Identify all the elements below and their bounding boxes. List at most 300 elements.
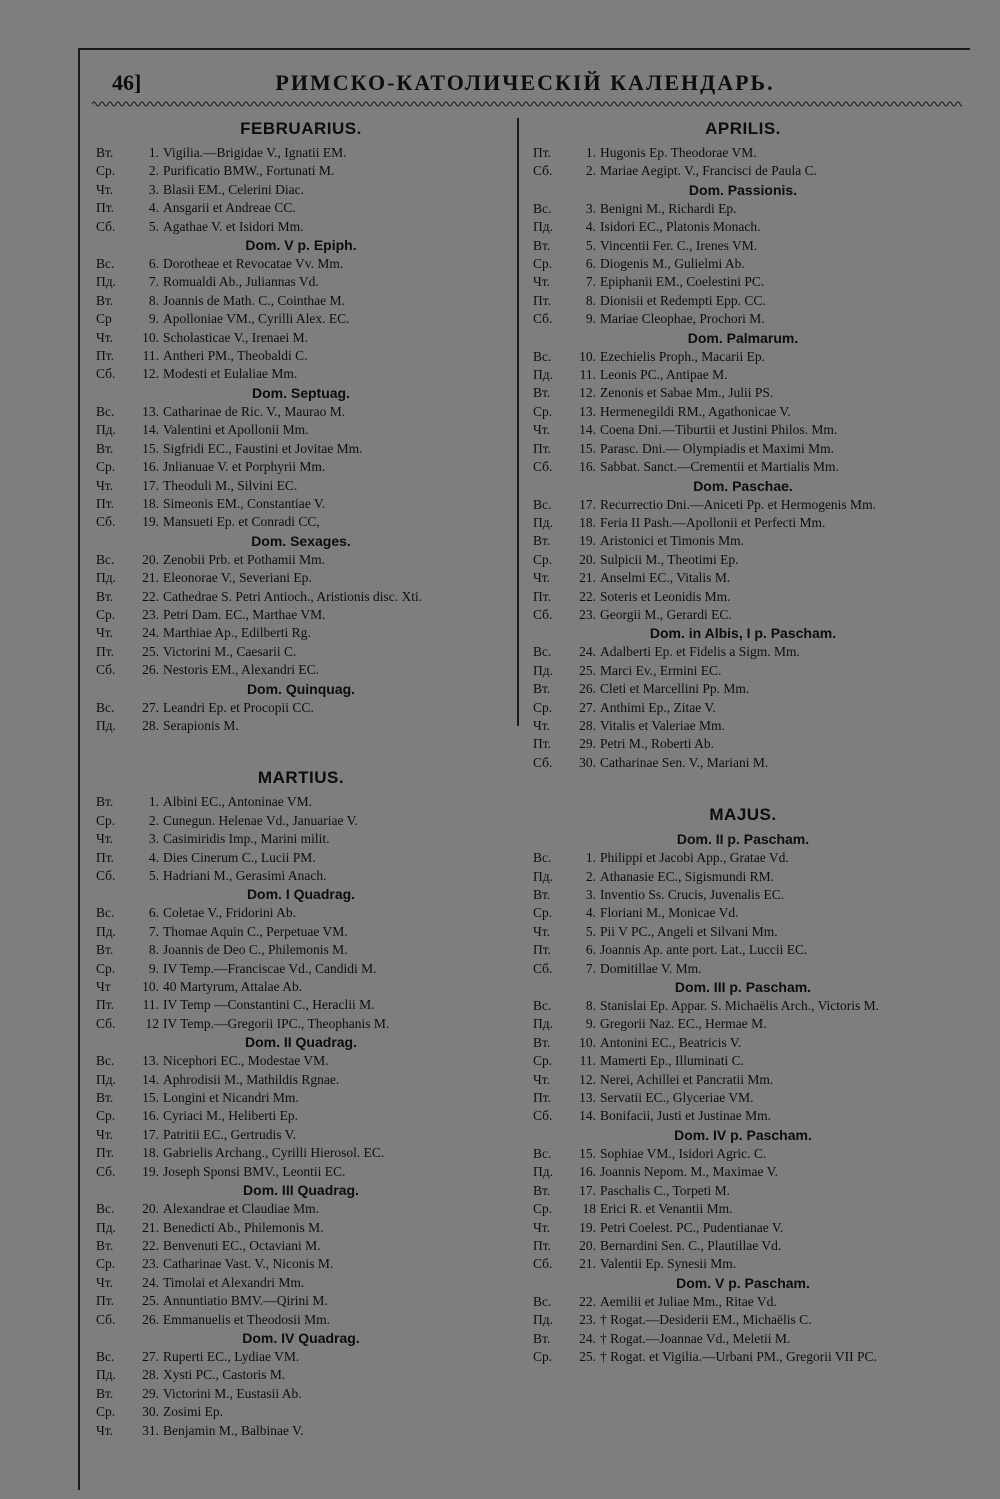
calendar-row [533,1034,953,1052]
day-number: 27. [142,1348,159,1364]
day-number: 7. [148,274,159,290]
day-number: 18. [142,1145,159,1161]
day-number: 26. [142,1311,159,1327]
calendar-row [96,273,506,291]
day-number: 22. [579,1293,596,1309]
section-heading: Dom. III p. Pascham. [674,979,812,996]
weekday-label: Чт. [96,1422,114,1438]
weekday-label: Ср. [96,960,116,976]
calendar-row [96,1052,506,1070]
calendar-row [533,941,953,959]
day-number: 12. [579,385,596,401]
day-number: 8. [585,292,596,308]
feast-text: Erici R. et Venantii Mm. [600,1201,733,1217]
day-number: 9. [585,1016,596,1032]
weekday-label: Пд. [533,514,553,530]
calendar-row [96,1348,506,1366]
weekday-label: Сб. [533,1108,553,1124]
calendar-row [96,458,506,476]
calendar-row [533,200,953,218]
feast-text: Recurrectio Dni.—Aniceti Pp. et Hermogenis Mm. [600,496,876,512]
feast-text: Joannis Nepom. M., Maximae V. [600,1164,778,1180]
weekday-label: Пт. [96,643,115,659]
page-header [90,66,960,96]
calendar-row [533,868,953,886]
calendar-row [533,1107,953,1125]
weekday-label: Пт. [533,588,552,604]
page-title: РИМСКО-КАТОЛИЧЕСКІЙ КАЛЕНДАРЬ. [275,70,775,95]
weekday-label: Сб. [96,366,116,382]
day-number: 10. [142,329,159,345]
calendar-row [533,144,953,162]
feast-text: Nicephori EC., Modestae VM. [163,1053,329,1069]
section-heading: Dom. II p. Pascham. [676,831,810,848]
weekday-label: Вт. [96,1237,114,1253]
weekday-label: Вс. [533,1145,552,1161]
calendar-row [96,699,506,717]
calendar-row [533,496,953,514]
feast-text: Joannis de Math. C., Cointhae M. [163,292,345,308]
weekday-label: Вс. [96,1348,115,1364]
calendar-row [96,403,506,421]
calendar-row [96,477,506,495]
section-heading: Dom. III Quadrag. [243,1182,359,1199]
day-number: 20. [579,1237,596,1253]
weekday-label: Пт. [533,942,552,958]
feast-text: Thomae Aquin C., Perpetuae VM. [163,923,348,939]
calendar-row [96,551,506,569]
feast-text: Vincentii Fer. C., Irenes VM. [600,237,758,253]
calendar-row [96,1237,506,1255]
calendar-row [533,514,953,532]
day-number: 20. [142,1201,159,1217]
calendar-row [96,513,506,531]
feast-text: Cyriaci M., Heliberti Ep. [163,1108,298,1124]
weekday-label: Вт. [533,681,551,697]
feast-text: Catharinae Sen. V., Mariani M. [600,754,769,770]
feast-text: Gregorii Naz. EC., Hermae M. [600,1016,767,1032]
day-number: 23. [579,606,596,622]
calendar-row [96,1071,506,1089]
calendar-row [533,754,953,772]
calendar-row [96,1126,506,1144]
weekday-label: Вт. [96,942,114,958]
day-number: 9. [148,311,159,327]
day-number: 25. [142,643,159,659]
feast-text: Antonini EC., Beatricis V. [600,1034,742,1050]
feast-text: Mansueti Ep. et Conradi CC, [163,514,320,530]
calendar-row [96,144,506,162]
weekday-label: Чт. [533,422,551,438]
calendar-row [96,1274,506,1292]
feast-text: Anselmi EC., Vitalis M. [600,570,731,586]
weekday-label: Ср. [533,551,553,567]
weekday-label: Вт. [96,1385,114,1401]
day-number: 19. [142,514,159,530]
feast-text: Coletae V., Fridorini Ab. [163,905,297,921]
day-number: 29. [142,1385,159,1401]
day-number: 15. [579,1145,596,1161]
weekday-label: Сб. [96,1163,116,1179]
day-number: 22. [142,1237,159,1253]
calendar-row [533,1015,953,1033]
feast-text: Ruperti EC., Lydiae VM. [163,1348,300,1364]
feast-text: Longini et Nicandri Mm. [163,1090,299,1106]
feast-text: Theoduli M., Silvini EC. [163,477,298,493]
feast-text: Serapionis M. [163,717,239,733]
section-heading: Dom. II Quadrag. [244,1034,357,1051]
weekday-label: Чт. [96,831,114,847]
spacer [96,735,506,763]
weekday-label: Чт [96,979,111,995]
day-number: 2. [585,868,596,884]
weekday-label: Вс. [96,551,115,567]
calendar-row [533,886,953,904]
day-number: 20. [142,551,159,567]
weekday-label: Чт. [533,1219,551,1235]
weekday-label: Ср. [96,812,116,828]
weekday-label: Чт. [96,181,114,197]
weekday-label: Пд. [533,367,553,383]
day-number: 5. [148,218,159,234]
feast-text: Petri Dam. EC., Marthae VM. [163,606,326,622]
day-number: 1. [148,794,159,810]
feast-text: Sulpicii M., Theotimi Ep. [600,551,739,567]
feast-text: Cleti et Marcellini Pp. Mm. [600,681,750,697]
calendar-row [533,662,953,680]
weekday-label: Сб. [533,163,553,179]
day-number: 10. [142,979,159,995]
day-number: 14. [579,422,596,438]
day-number: 6. [148,905,159,921]
day-number: 13. [579,403,596,419]
month-heading: MAJUS. [709,805,777,825]
day-number: 14. [142,1071,159,1087]
calendar-row [96,199,506,217]
day-number: 16. [142,459,159,475]
calendar-row [96,218,506,236]
day-number: 30. [579,754,596,770]
calendar-row [533,440,953,458]
day-number: 15. [142,1090,159,1106]
month-heading: MARTIUS. [257,768,345,788]
day-number: 23. [579,1312,596,1328]
feast-text: Isidori EC., Platonis Monach. [600,219,761,235]
weekday-label: Пт. [96,997,115,1013]
feast-text: Casimiridis Imp., Marini milit. [163,831,330,847]
feast-text: Antheri PM., Theobaldi C. [163,348,308,364]
weekday-label: Ср. [533,699,553,715]
weekday-label: Чт. [533,274,551,290]
calendar-row [533,1089,953,1107]
day-number: 16. [579,1164,596,1180]
left-column [96,114,506,1440]
calendar-row [533,1052,953,1070]
weekday-label: Ср. [96,163,116,179]
feast-text: Nestoris EM., Alexandri EC. [163,662,319,678]
weekday-label: Сб. [96,218,116,234]
weekday-label: Пт. [96,495,115,511]
day-number: 27. [142,699,159,715]
feast-text: Dionisii et Redempti Epp. CC. [600,292,766,308]
day-number: 3. [585,200,596,216]
day-number: 17. [579,1182,596,1198]
feast-text: Annuntiatio BMV.—Qirini M. [163,1293,328,1309]
feast-text: IV Temp.—Gregorii IPC., Theophanis M. [163,1015,390,1031]
calendar-row [96,923,506,941]
calendar-row [533,606,953,624]
feast-text: Epiphanii EM., Coelestini PC. [600,274,765,290]
calendar-row [96,292,506,310]
day-number: 20. [579,551,596,567]
day-number: 30. [142,1404,159,1420]
feast-text: Dorotheae et Revocatae Vv. Mm. [163,256,344,272]
calendar-row [96,1255,506,1273]
feast-text: Leandri Ep. et Procopii CC. [163,699,314,715]
feast-text: Ansgarii et Andreae CC. [163,200,296,216]
feast-text: Patritii EC., Gertrudis V. [163,1126,297,1142]
day-number: 21. [579,570,596,586]
day-number: 1. [148,145,159,160]
calendar-row [533,569,953,587]
feast-text: Diogenis M., Gulielmi Ab. [600,256,745,272]
section-heading: Dom. Paschae. [693,477,793,494]
feast-text: Coena Dni.—Tiburtii et Justini Philos. Mm. [600,422,838,438]
feast-text: Aemilii et Juliae Mm., Ritae Vd. [600,1293,777,1309]
weekday-label: Вт. [96,440,114,456]
section-heading: Dom. Quinquag. [246,680,356,697]
weekday-label: Вс. [533,998,552,1014]
calendar-row [533,849,953,867]
weekday-label: Пд. [96,422,116,438]
calendar-row [533,348,953,366]
calendar-row [533,997,953,1015]
weekday-label: Сб. [533,606,553,622]
weekday-label: Вс. [96,699,115,715]
calendar-row [96,1200,506,1218]
calendar-row [533,923,953,941]
feast-text: Hugonis Ep. Theodorae VM. [600,145,757,160]
day-number: 23. [142,1256,159,1272]
feast-text: Simeonis EM., Constantiae V. [163,495,326,511]
calendar-row [533,1293,953,1311]
calendar-row [96,1422,506,1440]
day-number: 9. [148,960,159,976]
section-heading: Dom. IV p. Pascham. [674,1126,812,1143]
calendar-row [96,661,506,679]
calendar-row [96,1015,506,1033]
weekday-label: Пт. [533,1237,552,1253]
weekday-label: Пт. [533,145,552,160]
month-heading: APRILIS. [705,119,781,138]
weekday-label: Чт. [533,1071,551,1087]
calendar-row [96,904,506,922]
weekday-label: Пт. [533,736,552,752]
feast-text: Parasc. Dni.— Olympiadis et Maximi Mm. [600,440,834,456]
feast-text: Stanislai Ep. Appar. S. Michaëlis Arch., Victoris M. [600,998,880,1014]
weekday-label: Вт. [96,794,114,810]
column-divider [517,118,519,726]
calendar-row [96,255,506,273]
feast-text: Zosimi Ep. [163,1404,223,1420]
feast-text: Apolloniae VM., Cyrilli Alex. EC. [163,311,350,327]
weekday-label: Ср. [96,1108,116,1124]
calendar-row [533,1330,953,1348]
feast-text: Emmanuelis et Theodosii Mm. [163,1311,330,1327]
day-number: 17. [142,1126,159,1142]
calendar-row [96,1385,506,1403]
day-number: 2. [148,163,159,179]
feast-text: Timolai et Alexandri Mm. [163,1274,305,1290]
feast-text: Mariae Aegipt. V., Francisci de Paula C. [600,163,817,179]
weekday-label: Сб. [533,754,553,770]
section-heading: Dom. V p. Epiph. [245,237,357,254]
day-number: 8. [148,942,159,958]
weekday-label: Сб. [96,868,116,883]
weekday-label: Пд. [96,1071,116,1087]
weekday-label: Ср. [533,256,553,272]
calendar-row [533,699,953,717]
day-number: 18. [579,514,596,530]
calendar-row [533,1311,953,1329]
calendar-row [96,1144,506,1162]
calendar-row [96,1292,506,1310]
weekday-label: Ср. [533,1348,553,1364]
weekday-label: Чт. [96,625,114,641]
day-number: 25. [142,1293,159,1309]
feast-text: Hadriani M., Gerasimi Anach. [163,868,327,883]
weekday-label: Пт. [96,200,115,216]
feast-text: Bonifacii, Justi et Justinae Mm. [600,1108,771,1124]
weekday-label: Чт. [533,570,551,586]
day-number: 17. [579,496,596,512]
feast-text: Gabrielis Archang., Cyrilli Hierosol. EC. [163,1145,385,1161]
day-number: 24. [579,644,596,660]
feast-text: Benigni M., Richardi Ep. [600,200,737,216]
section-heading: Dom. IV Quadrag. [242,1329,360,1346]
day-number: 18. [142,495,159,511]
section-heading: Dom. V p. Pascham. [676,1274,810,1291]
feast-text: Vigilia.—Brigidae V., Ignatii EM. [163,145,347,160]
weekday-label: Чт. [96,477,114,493]
feast-text: Georgii M., Gerardi EC. [600,606,732,622]
day-number: 11. [142,997,159,1013]
section-heading: Dom. Palmarum. [687,329,799,346]
feast-text: † Rogat.—Joannae Vd., Meletii M. [600,1330,791,1346]
weekday-label: Пд. [96,1367,116,1383]
calendar-row [96,830,506,848]
feast-text: Cunegun. Helenae Vd., Januariae V. [163,812,358,828]
feast-text: Joannis de Deo C., Philemonis M. [163,942,348,958]
calendar-row [533,273,953,291]
feast-text: Valentini et Apollonii Mm. [163,422,309,438]
calendar-row [533,1237,953,1255]
weekday-label: Ср. [533,1053,553,1069]
feast-text: Aphrodisii M., Mathildis Rgnae. [163,1071,340,1087]
weekday-label: Сб. [533,459,553,475]
day-number: 31. [142,1422,159,1438]
day-number: 24. [579,1330,596,1346]
day-number: 15. [142,440,159,456]
day-number: 24. [142,1274,159,1290]
calendar-row [533,960,953,978]
calendar-row [96,643,506,661]
weekday-label: Сб. [533,311,553,327]
calendar-row [96,996,506,1014]
calendar-row [96,347,506,365]
feast-text: Anthimi Ep., Zitae V. [600,699,716,715]
feast-text: Blasii EM., Celerini Diac. [163,181,304,197]
calendar-row [533,384,953,402]
day-number: 28. [142,1367,159,1383]
day-number: 6. [148,256,159,272]
calendar-row [533,551,953,569]
weekday-label: Чт. [96,1274,114,1290]
day-number: 24. [142,625,159,641]
day-number: 7. [585,274,596,290]
day-number: 11. [579,367,596,383]
weekday-label: Вт. [533,1182,551,1198]
calendar-row [96,867,506,885]
calendar-row [533,532,953,550]
calendar-row [96,329,506,347]
weekday-label: Ср. [96,1256,116,1272]
weekday-label: Пд. [96,923,116,939]
calendar-row [96,421,506,439]
weekday-label: Пд. [533,1312,553,1328]
day-number: 19. [579,533,596,549]
section-heading: Dom. I Quadrag. [246,886,356,903]
calendar-row [533,310,953,328]
calendar-row [96,440,506,458]
day-number: 2. [585,163,596,179]
weekday-label: Вт. [533,533,551,549]
feast-text: Catharinae de Ric. V., Maurao M. [163,403,346,419]
feast-text: Feria II Pash.—Apollonii et Perfecti Mm. [600,514,826,530]
calendar-row [533,366,953,384]
feast-text: Benvenuti EC., Octaviani M. [163,1237,321,1253]
feast-text: Joannis Ap. ante port. Lat., Luccii EC. [600,942,808,958]
calendar-row [533,1145,953,1163]
weekday-label: Ср. [96,459,116,475]
calendar-row [96,1403,506,1421]
weekday-label: Сб. [96,1015,116,1031]
day-number: 8. [148,292,159,308]
calendar-row [533,218,953,236]
day-number: 15. [579,440,596,456]
day-number: 17. [142,477,159,493]
weekday-label: Ср. [533,1201,553,1217]
day-number: 14. [579,1108,596,1124]
feast-text: Pii V PC., Angeli et Silvani Mm. [600,923,778,939]
weekday-label: Пд. [96,1219,116,1235]
calendar-row [533,1163,953,1181]
feast-text: Sigfridi EC., Faustini et Jovitae Mm. [163,440,363,456]
calendar-row [533,680,953,698]
day-number: 5. [585,237,596,253]
weekday-label: Сб. [96,1311,116,1327]
weekday-label: Пт. [96,348,115,364]
day-number: 8. [585,998,596,1014]
calendar-row [96,849,506,867]
feast-text: Marthiae Ap., Edilberti Rg. [163,625,311,641]
feast-text: Zenonis et Sabae Mm., Julii PS. [600,385,774,401]
day-number: 19. [142,1163,159,1179]
feast-text: Petri Coelest. PC., Pudentianae V. [600,1219,784,1235]
day-number: 16. [142,1108,159,1124]
feast-text: Agathae V. et Isidori Mm. [163,218,304,234]
weekday-label: Вт. [533,385,551,401]
